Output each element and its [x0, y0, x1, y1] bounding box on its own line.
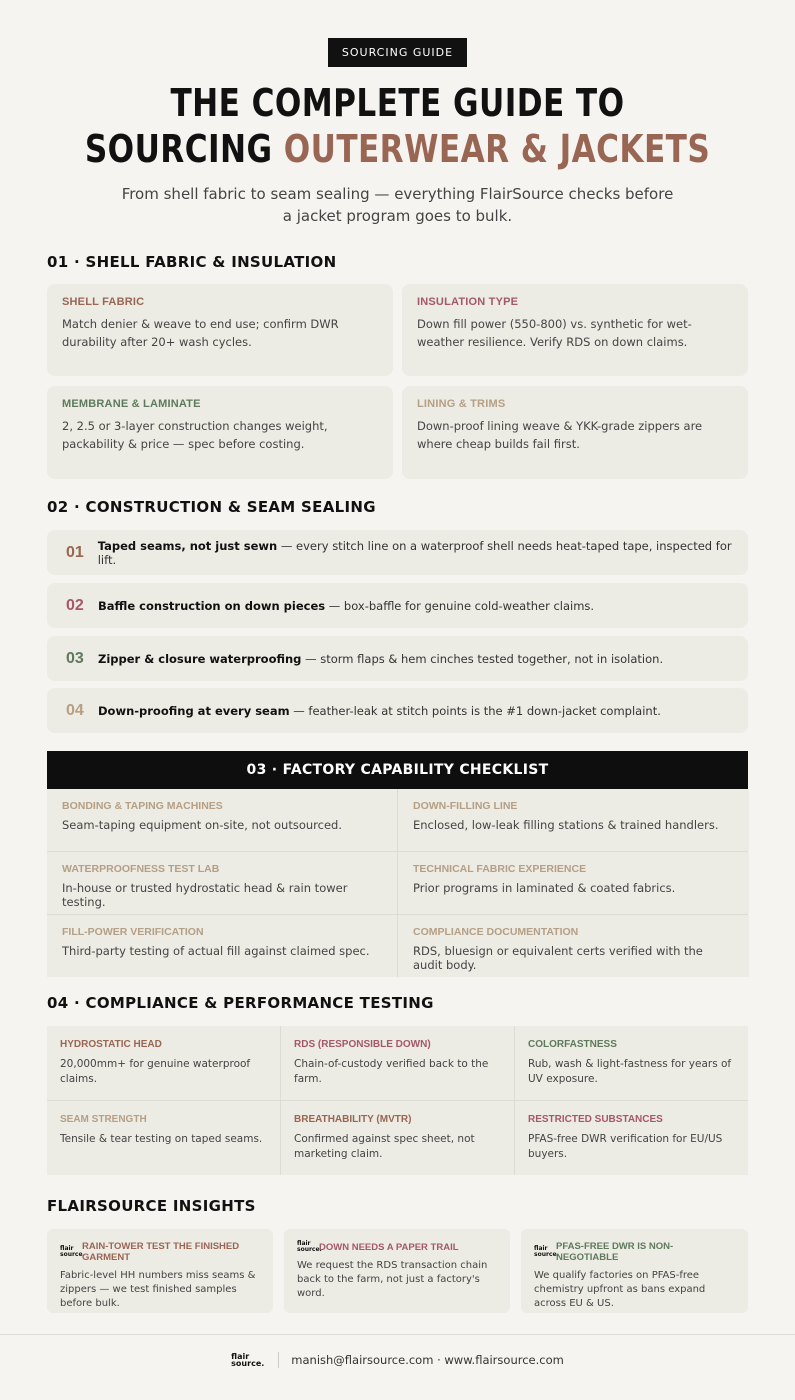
checklist-item	[398, 789, 749, 851]
page-subtitle: From shell fabric to seam sealing — everything FlairSource checks before a jacket program goes to bulk.	[121, 185, 674, 225]
insight-header	[60, 1241, 260, 1263]
step-rest: — every stitch line on a waterproof shell needs heat-taped tape, inspected for lift.	[97, 538, 732, 567]
page-title	[72, 80, 724, 172]
checklist-title: FILL-POWER VERIFICATION	[62, 926, 204, 938]
step-3	[47, 636, 748, 681]
card-body: 2, 2.5 or 3-layer construction changes weight, packability & price — spec before costing.	[62, 419, 328, 451]
capability-checklist-grid	[47, 789, 748, 977]
step-bold: Baffle construction on down pieces	[98, 598, 326, 613]
step-rest: — storm flaps & hem cinches tested together, not in isolation.	[301, 651, 664, 666]
insight-card-1	[47, 1229, 273, 1313]
checklist-title: WATERPROOFNESS TEST LAB	[62, 863, 220, 875]
checklist-title: COMPLIANCE DOCUMENTATION	[413, 926, 579, 938]
step-rest: — box-baffle for genuine cold-weather claims.	[325, 598, 595, 613]
test-body: Rub, wash & light-fastness for years of UV exposure.	[528, 1058, 732, 1085]
section-2-heading: 02 · CONSTRUCTION & SEAM SEALING	[47, 498, 376, 516]
footer-logo-top: flair	[231, 1352, 250, 1361]
insight-body: We qualify factories on PFAS-free chemistry upfront as bans expand across EU & US.	[534, 1270, 706, 1309]
step-text	[98, 539, 748, 567]
sourcing-guide-badge: SOURCING GUIDE	[328, 38, 467, 67]
card-shell-fabric	[47, 284, 393, 376]
test-title: SEAM STRENGTH	[60, 1114, 147, 1125]
card-title: LINING & TRIMS	[417, 398, 506, 410]
insight-title: PFAS-FREE DWR IS NON-NEGOTIABLE	[556, 1241, 674, 1263]
test-title: COLORFASTNESS	[528, 1039, 617, 1050]
test-body: PFAS-free DWR verification for EU/US buyers.	[528, 1133, 723, 1160]
checklist-body: Third-party testing of actual fill against claimed spec.	[62, 944, 370, 958]
step-number: 04	[66, 701, 84, 719]
footer-logo	[231, 1353, 264, 1367]
insight-card-2	[284, 1229, 510, 1313]
card-title: INSULATION TYPE	[417, 296, 519, 308]
checklist-body: Prior programs in laminated & coated fabrics.	[413, 881, 676, 895]
step-bold: Zipper & closure waterproofing	[98, 651, 302, 666]
header-badge-wrap	[0, 38, 795, 67]
flairsource-logo	[60, 1245, 85, 1258]
logo-bottom: source.	[297, 1246, 322, 1253]
title-line-2-accent: OUTERWEAR & JACKETS	[283, 127, 711, 171]
title-line-2	[72, 126, 724, 172]
insights-heading: FLAIRSOURCE INSIGHTS	[47, 1197, 256, 1215]
test-item	[281, 1101, 514, 1175]
title-line-1: THE COMPLETE GUIDE TO	[170, 81, 625, 125]
insight-title: RAIN-TOWER TEST THE FINISHED GARMENT	[82, 1241, 240, 1263]
logo-bottom: source.	[60, 1251, 85, 1258]
insight-title: DOWN NEEDS A PAPER TRAIL	[319, 1241, 459, 1253]
card-insulation-type	[402, 284, 748, 376]
checklist-title: DOWN-FILLING LINE	[413, 800, 518, 812]
step-rest: — feather-leak at stitch points is the #1 down-jacket complaint.	[289, 703, 661, 718]
flairsource-logo	[534, 1245, 559, 1258]
section-4-heading: 04 · COMPLIANCE & PERFORMANCE TESTING	[47, 994, 434, 1012]
test-body: Tensile & tear testing on taped seams.	[60, 1133, 263, 1145]
footer-contact: manish@flairsource.com · www.flairsource.com	[291, 1353, 564, 1367]
checklist-body: Seam-taping equipment on-site, not outsourced.	[62, 818, 342, 832]
test-item	[47, 1026, 280, 1100]
checklist-item	[47, 789, 397, 851]
test-item	[515, 1101, 748, 1175]
test-item	[515, 1026, 748, 1100]
logo-top: flair	[297, 1240, 311, 1247]
step-2	[47, 583, 748, 628]
card-body: Down fill power (550-800) vs. synthetic for wet-weather resilience. Verify RDS on down claims.	[417, 317, 692, 349]
test-title: HYDROSTATIC HEAD	[60, 1039, 162, 1050]
step-bold: Taped seams, not just sewn	[97, 538, 278, 553]
footer-separator	[278, 1352, 279, 1368]
checklist-body: RDS, bluesign or equivalent certs verified with the audit body.	[413, 944, 703, 972]
step-text	[98, 652, 663, 666]
card-lining-trims	[402, 386, 748, 479]
card-membrane-laminate	[47, 386, 393, 479]
test-body: Confirmed against spec sheet, not marketing claim.	[294, 1133, 475, 1160]
step-number: 02	[66, 596, 84, 614]
test-body: Chain-of-custody verified back to the farm.	[294, 1058, 489, 1085]
step-text	[98, 704, 661, 718]
test-title: RESTRICTED SUBSTANCES	[528, 1114, 663, 1125]
footer-divider	[0, 1334, 795, 1335]
card-body: Match denier & weave to end use; confirm DWR durability after 20+ wash cycles.	[62, 317, 339, 349]
checklist-body: Enclosed, low-leak filling stations & trained handlers.	[413, 818, 719, 832]
test-item	[281, 1026, 514, 1100]
insight-card-3	[521, 1229, 748, 1313]
card-title: MEMBRANE & LAMINATE	[62, 398, 201, 410]
test-title: RDS (RESPONSIBLE DOWN)	[294, 1039, 431, 1050]
step-4	[47, 688, 748, 733]
section-1-heading: 01 · SHELL FABRIC & INSULATION	[47, 253, 337, 271]
card-body: Down-proof lining weave & YKK-grade zippers are where cheap builds fail first.	[417, 419, 703, 451]
footer	[0, 1352, 795, 1368]
logo-bottom: source.	[534, 1251, 559, 1258]
checklist-item	[47, 852, 397, 914]
logo-top: flair	[534, 1245, 548, 1252]
step-number: 01	[66, 543, 84, 561]
checklist-title: BONDING & TAPING MACHINES	[62, 800, 223, 812]
footer-logo-bottom: source.	[231, 1359, 265, 1368]
test-body: 20,000mm+ for genuine waterproof claims.	[60, 1058, 251, 1085]
checklist-body: In-house or trusted hydrostatic head & rain tower testing.	[62, 881, 348, 909]
checklist-title: TECHNICAL FABRIC EXPERIENCE	[413, 863, 587, 875]
insight-body: We request the RDS transaction chain back to the farm, not just a factory's word.	[297, 1260, 488, 1299]
step-text	[98, 599, 594, 613]
test-title: BREATHABILITY (MVTR)	[294, 1114, 412, 1125]
card-title: SHELL FABRIC	[62, 296, 145, 308]
title-line-2-a: SOURCING	[84, 127, 284, 171]
test-item	[47, 1101, 280, 1175]
step-number: 03	[66, 649, 84, 667]
section-3-heading-bar: 03 · FACTORY CAPABILITY CHECKLIST	[47, 751, 748, 789]
step-1	[47, 530, 748, 575]
compliance-testing-grid	[47, 1026, 748, 1175]
step-bold: Down-proofing at every seam	[98, 703, 290, 718]
checklist-item	[47, 915, 397, 977]
checklist-item	[398, 852, 749, 914]
insight-body: Fabric-level HH numbers miss seams & zippers — we test finished samples before bulk.	[60, 1270, 256, 1309]
logo-top: flair	[60, 1245, 74, 1252]
flairsource-logo	[297, 1240, 322, 1253]
insight-header	[297, 1241, 497, 1253]
insight-header	[534, 1241, 735, 1263]
checklist-item	[398, 915, 749, 977]
